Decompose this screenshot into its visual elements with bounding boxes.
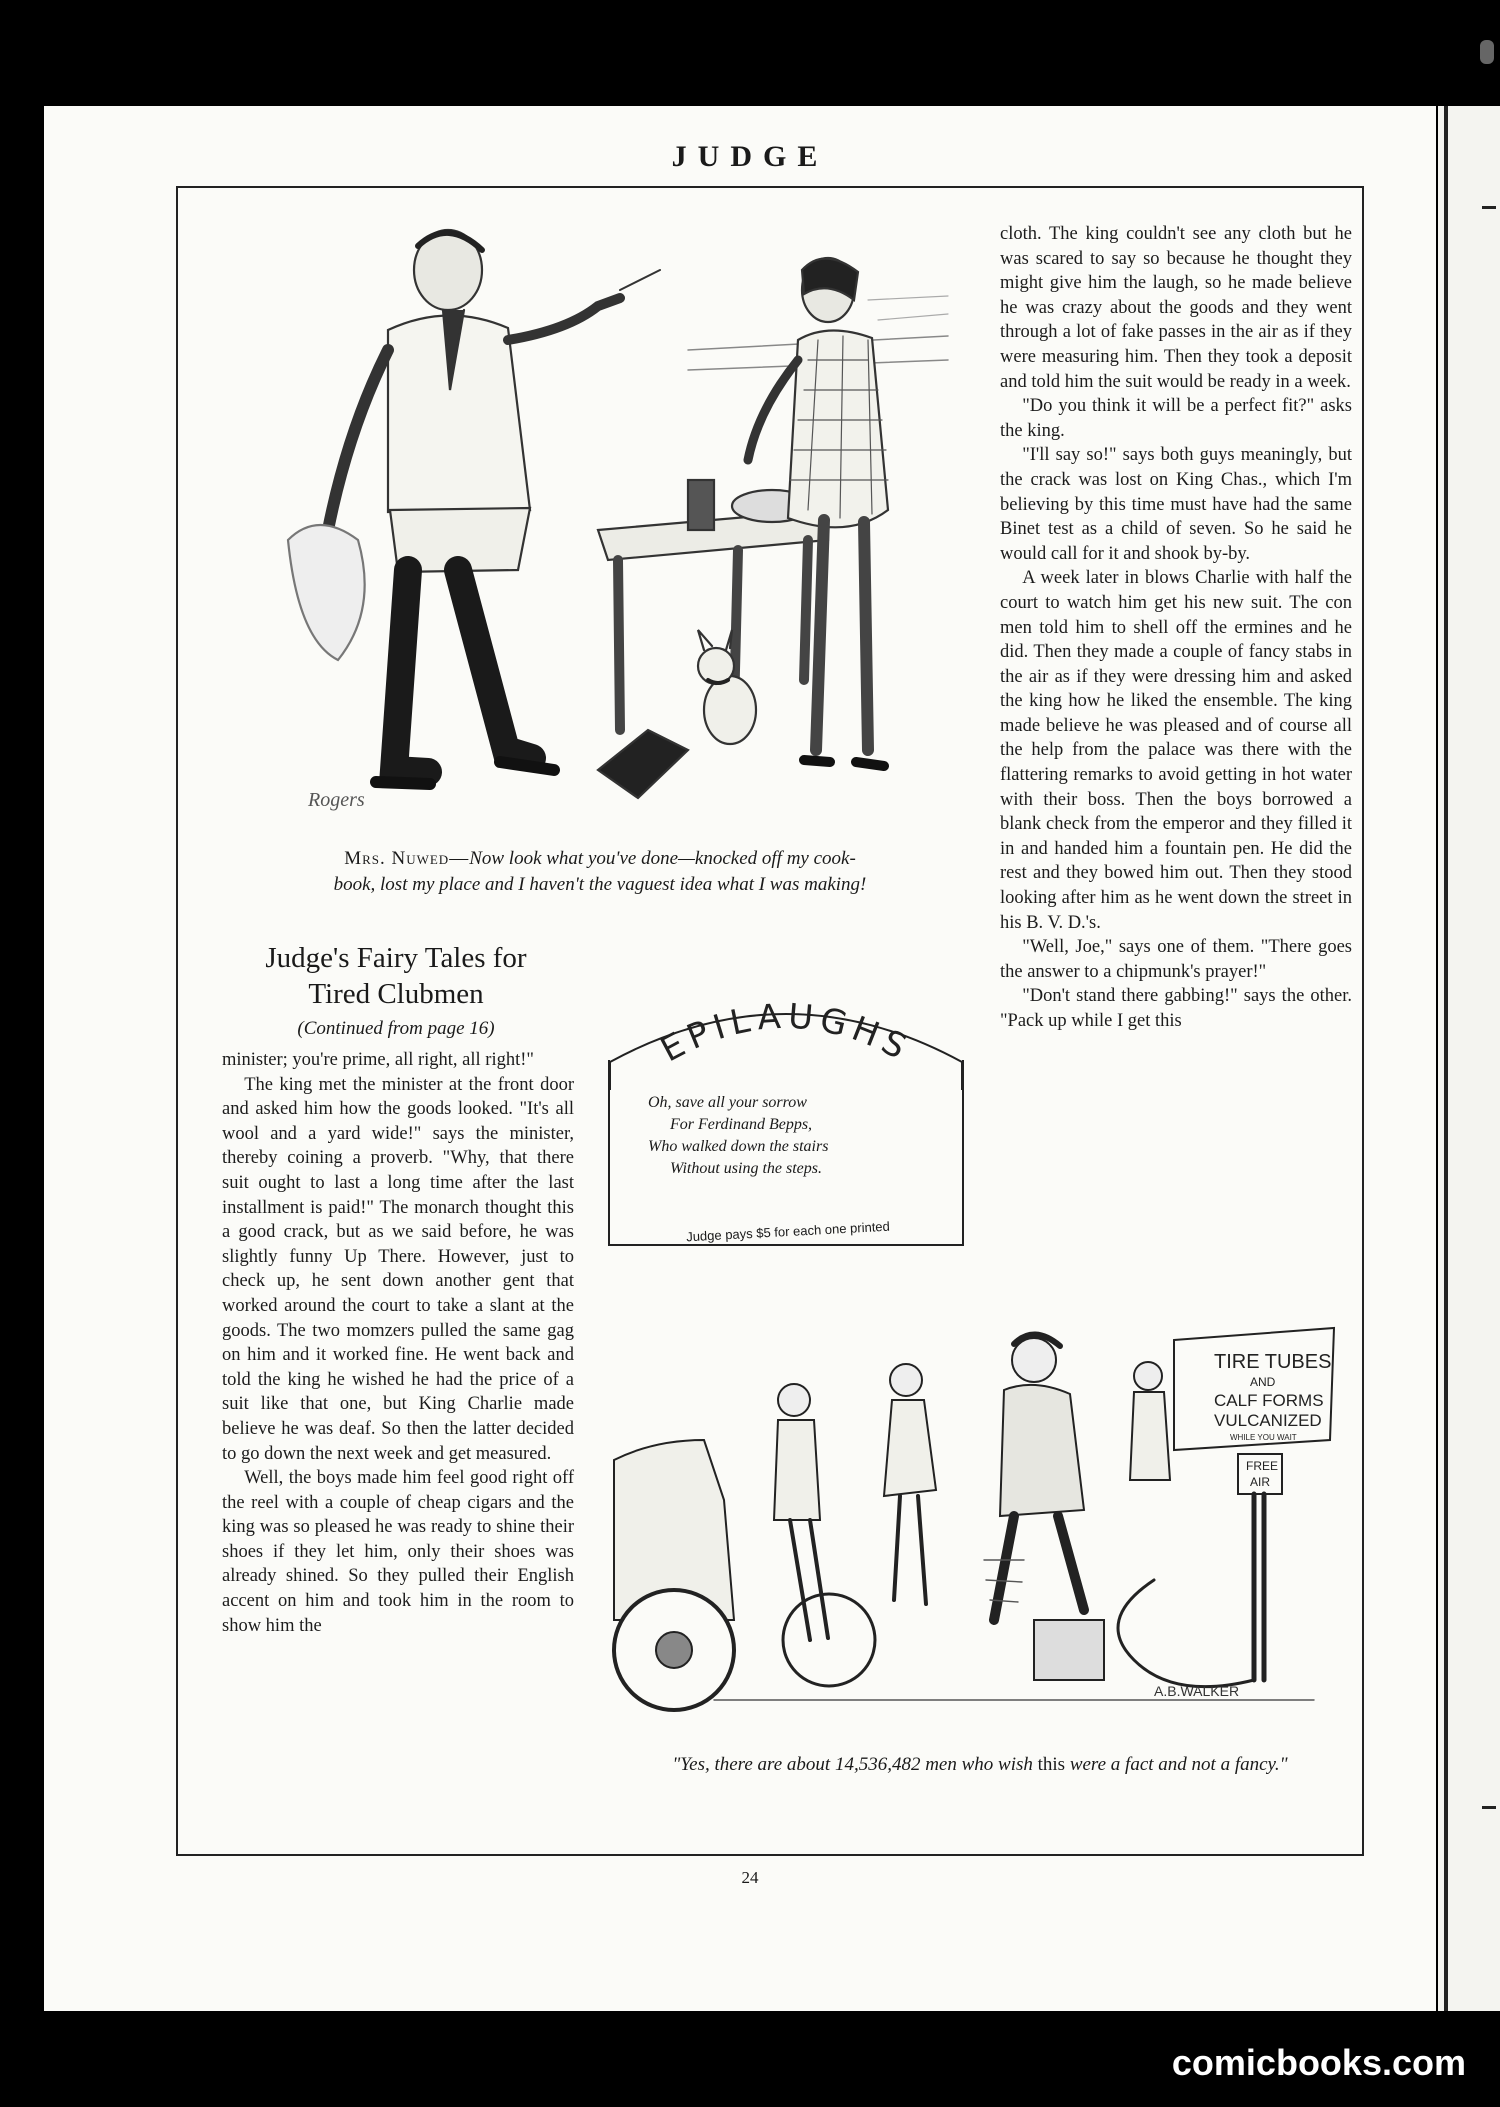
bottom-cartoon-caption [630, 1752, 1330, 1778]
epilaughs-box [608, 1000, 964, 1248]
caption-line-2: book, lost my place and I haven't the vaguest idea what I was making! [333, 874, 867, 895]
poem-line: Oh, save all your sorrow [648, 1094, 807, 1111]
poem-line: Without using the steps. [670, 1160, 822, 1177]
paragraph: cloth. The king couldn't see any cloth but he was scared to say so because he thought they might give him the laugh, so he made believe he was crazy about the goods and they went through a lot of fake passes in the air as if they were measuring him. Then they took a deposit and told him the suit would be ready in a week. [1000, 224, 1352, 392]
continued-note: (Continued from page 16) [297, 1018, 495, 1039]
epilaughs-footer: Judge pays $5 for each one printed [685, 1218, 891, 1245]
top-cartoon-signature: Rogers [308, 789, 365, 811]
epilaughs-title: EPILAUGHS [654, 1000, 918, 1071]
article-right-column [1000, 222, 1352, 1034]
watermark: comicbooks.com [1171, 2042, 1466, 2083]
article-left-column [222, 1048, 574, 1638]
bottom-cartoon-illustration [614, 1320, 1332, 1732]
page-gutter-line [1444, 106, 1448, 2011]
sign-line-3: CALF FORMS [1214, 1391, 1324, 1410]
caption-line-1: Now look what you've done—knocked off my cook- [469, 848, 856, 869]
sign-line-1: TIRE TUBES [1214, 1351, 1332, 1373]
bottom-cartoon-signature: A.B.WALKER [1154, 1683, 1240, 1699]
caption-part-2: were a fact and not a fancy." [1065, 1754, 1288, 1775]
top-cartoon-caption [250, 846, 950, 898]
air-sign-line-1: FREE [1246, 1459, 1279, 1473]
article-title-line-2: Tired Clubmen [308, 978, 484, 1010]
poem-line: Who walked down the stairs [648, 1138, 829, 1155]
caption-part-1: "Yes, there are about 14,536,482 men who wish [672, 1754, 1038, 1775]
facing-page-edge [1438, 106, 1500, 2011]
masthead: JUDGE [671, 140, 829, 173]
sign-line-2: AND [1250, 1375, 1276, 1389]
paragraph: "Well, Joe," says one of them. "There goes the answer to a chipmunk's prayer!" [1000, 937, 1352, 982]
paragraph: Well, the boys made him feel good right off the reel with a couple of cheap cigars and the king was so pleased he was ready to shine their shoes if they let him, only their shoes was already shined. So they pulled their English accent on him and took him in the room to show him the [222, 1468, 574, 1636]
paragraph: "Do you think it will be a perfect fit?" asks the king. [1000, 396, 1352, 441]
caption-upright-word: this [1037, 1754, 1066, 1775]
edge-mark [1482, 206, 1496, 209]
page-number: 24 [741, 1868, 759, 1887]
poem-line: For Ferdinand Bepps, [670, 1116, 813, 1133]
article-title [226, 940, 566, 1012]
paragraph: "I'll say so!" says both guys meaningly, but the crack was lost on King Chas., which I'm believing by this time must have had the same Binet test as a child of seven. So he said he would call for it and shook by-by. [1000, 445, 1352, 564]
air-sign-line-2: AIR [1250, 1475, 1271, 1489]
sign-line-4: VULCANIZED [1214, 1411, 1322, 1430]
caption-speaker: Mrs. Nuwed— [344, 848, 470, 869]
paragraph: minister; you're prime, all right, all right!" [222, 1050, 534, 1070]
top-cartoon-illustration [268, 210, 948, 830]
edge-mark [1482, 1806, 1496, 1809]
paragraph: The king met the minister at the front door and asked him how the goods looked. "It's all wool and a yard wide!" says the minister, thereby coining a proverb. "Why, that there suit ought to last a long time after the last installment is paid!" The monarch thought this a good crack, but as we said before, he was slightly funny Up There. However, just to check up, he sent down another gent that worked around the court to take a slant at the goods. The two momzers pulled the same gag on him and it worked fine. He went back and told the king he wished he had the price of a suit like that one, but King Charlie made believe he was deaf. So then the latter decided to go down the next week and get measured. [222, 1074, 574, 1464]
paragraph: "Don't stand there gabbing!" says the other. "Pack up while I get this [1000, 986, 1352, 1031]
sign-line-5: WHILE YOU WAIT [1230, 1433, 1297, 1442]
epilaughs-poem [648, 1092, 928, 1180]
corner-mark [1480, 40, 1494, 64]
paragraph: A week later in blows Charlie with half the court to watch him get his new suit. The con men told him to shell off the ermines and he did. Then they made a couple of fancy stabs in the air as if they were dressing him and asked the king how he liked the ensemble. The king made believe he was pleased and of course all the help from the palace was there with the flattering remarks to avoid getting in hot water with their boss. Then the boys borrowed a blank check from the emperor and they filled it in and handed him a fountain pen. He did the rest and they bowed him out. Then they stood looking after him as he went down the street in his B. V. D.'s. [1000, 568, 1352, 933]
article-title-line-1: Judge's Fairy Tales for [265, 942, 527, 974]
